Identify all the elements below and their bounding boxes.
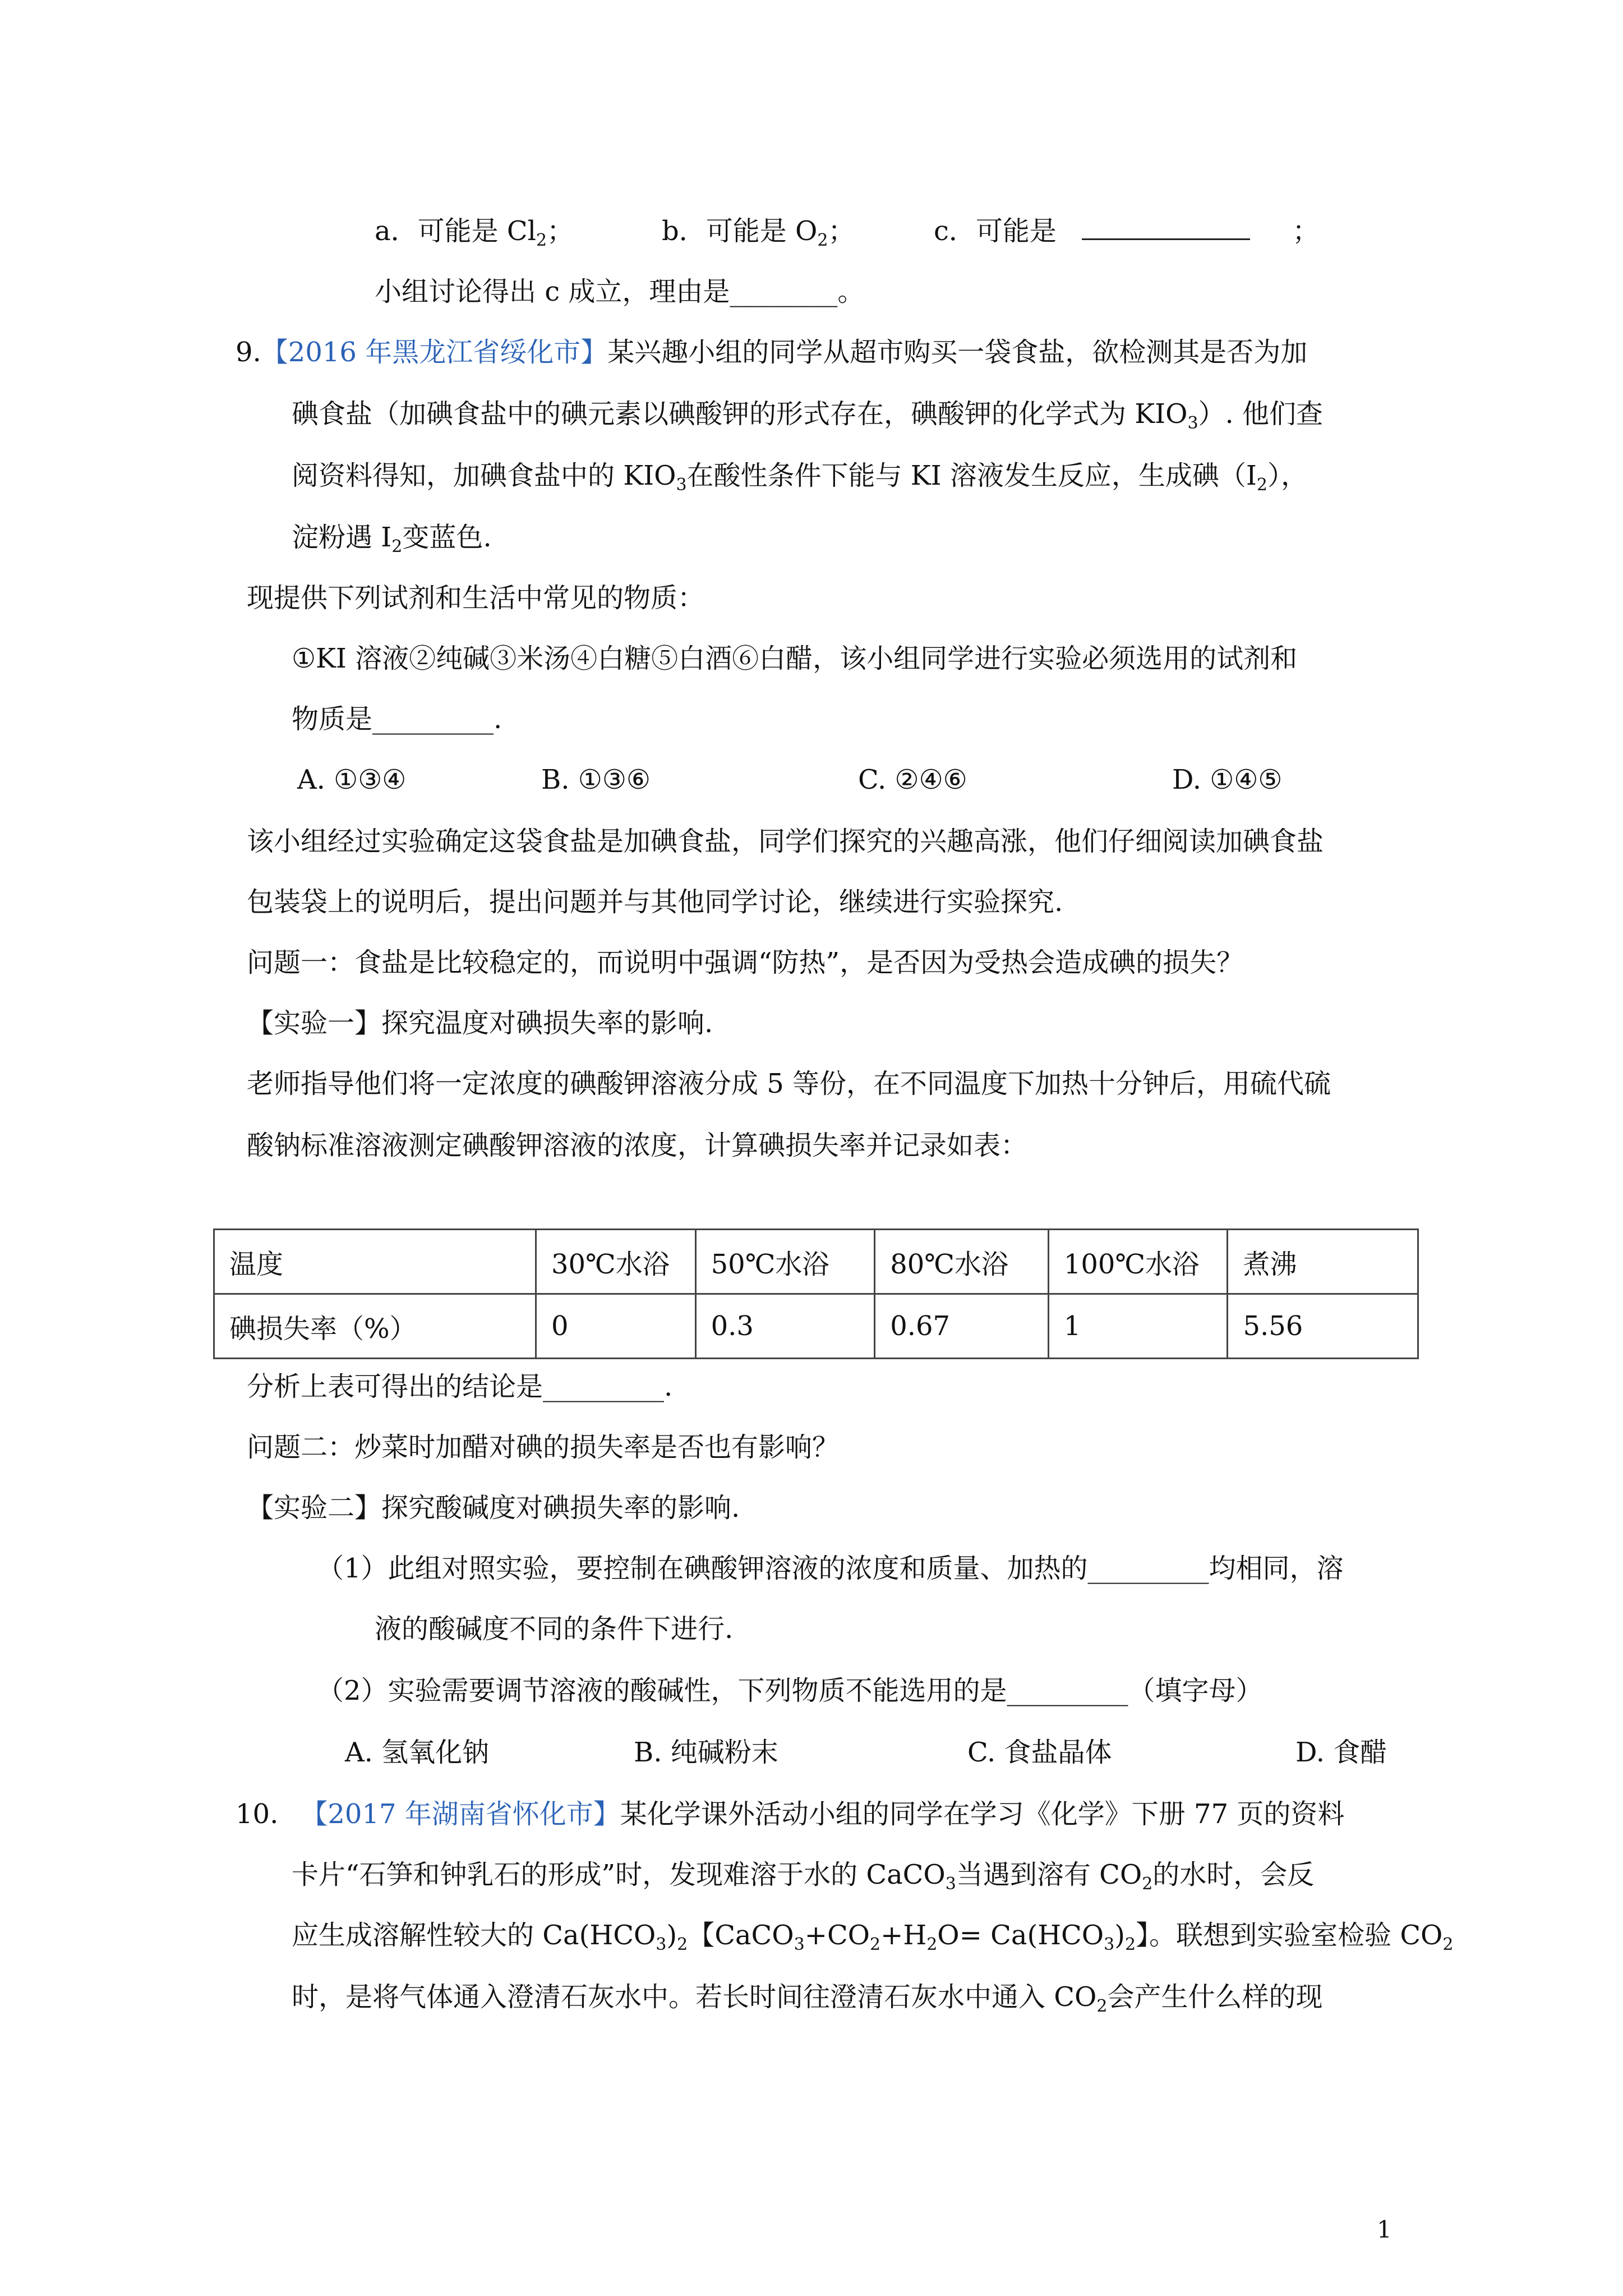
table-cell: 5.56 [1228, 1294, 1418, 1359]
question-two: 问题二：炒菜时加醋对碘的损失率是否也有影响？ [247, 1432, 840, 1463]
experiment-one: 【实验一】探究温度对碘损失率的影响. [247, 1007, 713, 1039]
table-cell: 煮沸 [1228, 1230, 1418, 1294]
paragraph-line-2: 包装袋上的说明后，提出问题并与其他同学讨论，继续进行实验探究. [247, 886, 1063, 918]
experiment-two: 【实验二】探究酸碱度对碘损失率的影响. [247, 1492, 740, 1524]
table-cell: 0.67 [875, 1294, 1049, 1359]
choice-d: D. ①④⑤ [1172, 764, 1283, 795]
source-tag: 【2017 年湖南省怀化市】 [301, 1798, 620, 1830]
question-number: 10. [236, 1798, 279, 1830]
question-10-line-2: 卡片“石笋和钟乳石的形成”时，发现难溶于水的 CaCO$_3$当遇到溶有 $CO_2$的水时，会反 [292, 1859, 1315, 1894]
choice-b: B. ①③⑥ [541, 764, 651, 795]
items-line: ①KI 溶液②纯碱③米汤④白糖⑤白酒⑥白醋，该小组同学进行实验必须选用的试剂和 [292, 643, 1298, 674]
provide-line: 现提供下列试剂和生活中常见的物质： [247, 582, 705, 614]
source-tag: 【2016 年黑龙江省绥化市】 [261, 337, 608, 368]
question-9-line-2: 碘食盐（加碘食盐中的碘元素以碘酸钾的形式存在，碘酸钾的化学式为 $KIO_3$）. 他们查 [292, 398, 1324, 433]
table-cell: 50℃水浴 [695, 1230, 875, 1294]
sub-question-1: （1）此组对照实验，要控制在碘酸钾溶液的浓度和质量、加热的_________均相同，溶 [317, 1553, 1344, 1584]
table-cell: 1 [1048, 1294, 1228, 1359]
items-line-2: 物质是_________. [292, 703, 502, 735]
question-10-line-4: 时，是将气体通入澄清石灰水中。若长时间往澄清石灰水中通入 $CO_2$会产生什么样的现 [292, 1981, 1323, 2016]
option-a: a．可能是 $Cl_2$； [375, 215, 574, 250]
table-header-row [214, 1230, 1418, 1294]
table-cell: 80℃水浴 [875, 1230, 1049, 1294]
question-10-line-3: 应生成溶解性较大的 $Ca(HCO_3)_2$【$CaCO_3+CO_2+H_2O= Ca(HCO_3)_2$】。联想到实验室检验 $CO_2$ [292, 1920, 1454, 1954]
question-9-line-4: 淀粉遇 $I_2$变蓝色. [292, 522, 492, 556]
table-cell: 30℃水浴 [536, 1230, 695, 1294]
question-number: 9. [236, 337, 261, 368]
sub-question-1-cont: 液的酸碱度不同的条件下进行. [375, 1613, 734, 1645]
question-10-line-1: 10. 【2017 年湖南省怀化市】某化学课外活动小组的同学在学习《化学》下册 77 页的资料 [236, 1798, 1345, 1830]
choice2-c: C. 食盐晶体 [967, 1737, 1112, 1768]
answer-blank[interactable] [1082, 216, 1250, 240]
choice2-a: A. 氢氧化钠 [345, 1737, 490, 1768]
table-cell: 0.3 [695, 1294, 875, 1359]
question-one: 问题一：食盐是比较稳定的，而说明中强调“防热”，是否因为受热会造成碘的损失？ [247, 947, 1244, 978]
teacher-line-1: 老师指导他们将一定浓度的碘酸钾溶液分成 5 等份，在不同温度下加热十分钟后，用硫代硫 [247, 1068, 1331, 1099]
choice-a: A. ①③④ [297, 764, 407, 795]
choice2-d: D. 食醋 [1295, 1737, 1387, 1768]
question-9-line-1: 9.【2016 年黑龙江省绥化市】某兴趣小组的同学从超市购买一袋食盐，欲检测其是否为加 [236, 337, 1308, 368]
option-b: b．可能是 $O_2$； [662, 215, 855, 250]
question-9-line-3: 阅资料得知，加碘食盐中的 $KIO_3$在酸性条件下能与 KI 溶液发生反应，生成碘$(I_2)$， [292, 460, 1308, 495]
paragraph-line-1: 该小组经过实验确定这袋食盐是加碘食盐，同学们探究的兴趣高涨，他们仔细阅读加碘食盐 [247, 826, 1324, 857]
teacher-line-2: 酸钠标准溶液测定碘酸钾溶液的浓度，计算碘损失率并记录如表： [247, 1130, 1028, 1161]
iodine-loss-table [213, 1228, 1419, 1359]
discussion-line: 小组讨论得出 c 成立，理由是________。 [375, 276, 865, 307]
page-number: 1 [1377, 2216, 1392, 2243]
option-c: c．可能是 ； [934, 215, 1320, 247]
table-cell: 碘损失率（%） [214, 1294, 536, 1359]
analysis-line: 分析上表可得出的结论是_________. [247, 1371, 673, 1402]
table-cell: 100℃水浴 [1048, 1230, 1228, 1294]
table-row [214, 1294, 1418, 1359]
table-cell: 0 [536, 1294, 695, 1359]
choice-c: C. ②④⑥ [858, 764, 967, 795]
choice2-b: B. 纯碱粉末 [634, 1737, 778, 1768]
sub-question-2: （2）实验需要调节溶液的酸碱性，下列物质不能选用的是_________（填字母） [317, 1675, 1263, 1706]
table-cell: 温度 [214, 1230, 536, 1294]
